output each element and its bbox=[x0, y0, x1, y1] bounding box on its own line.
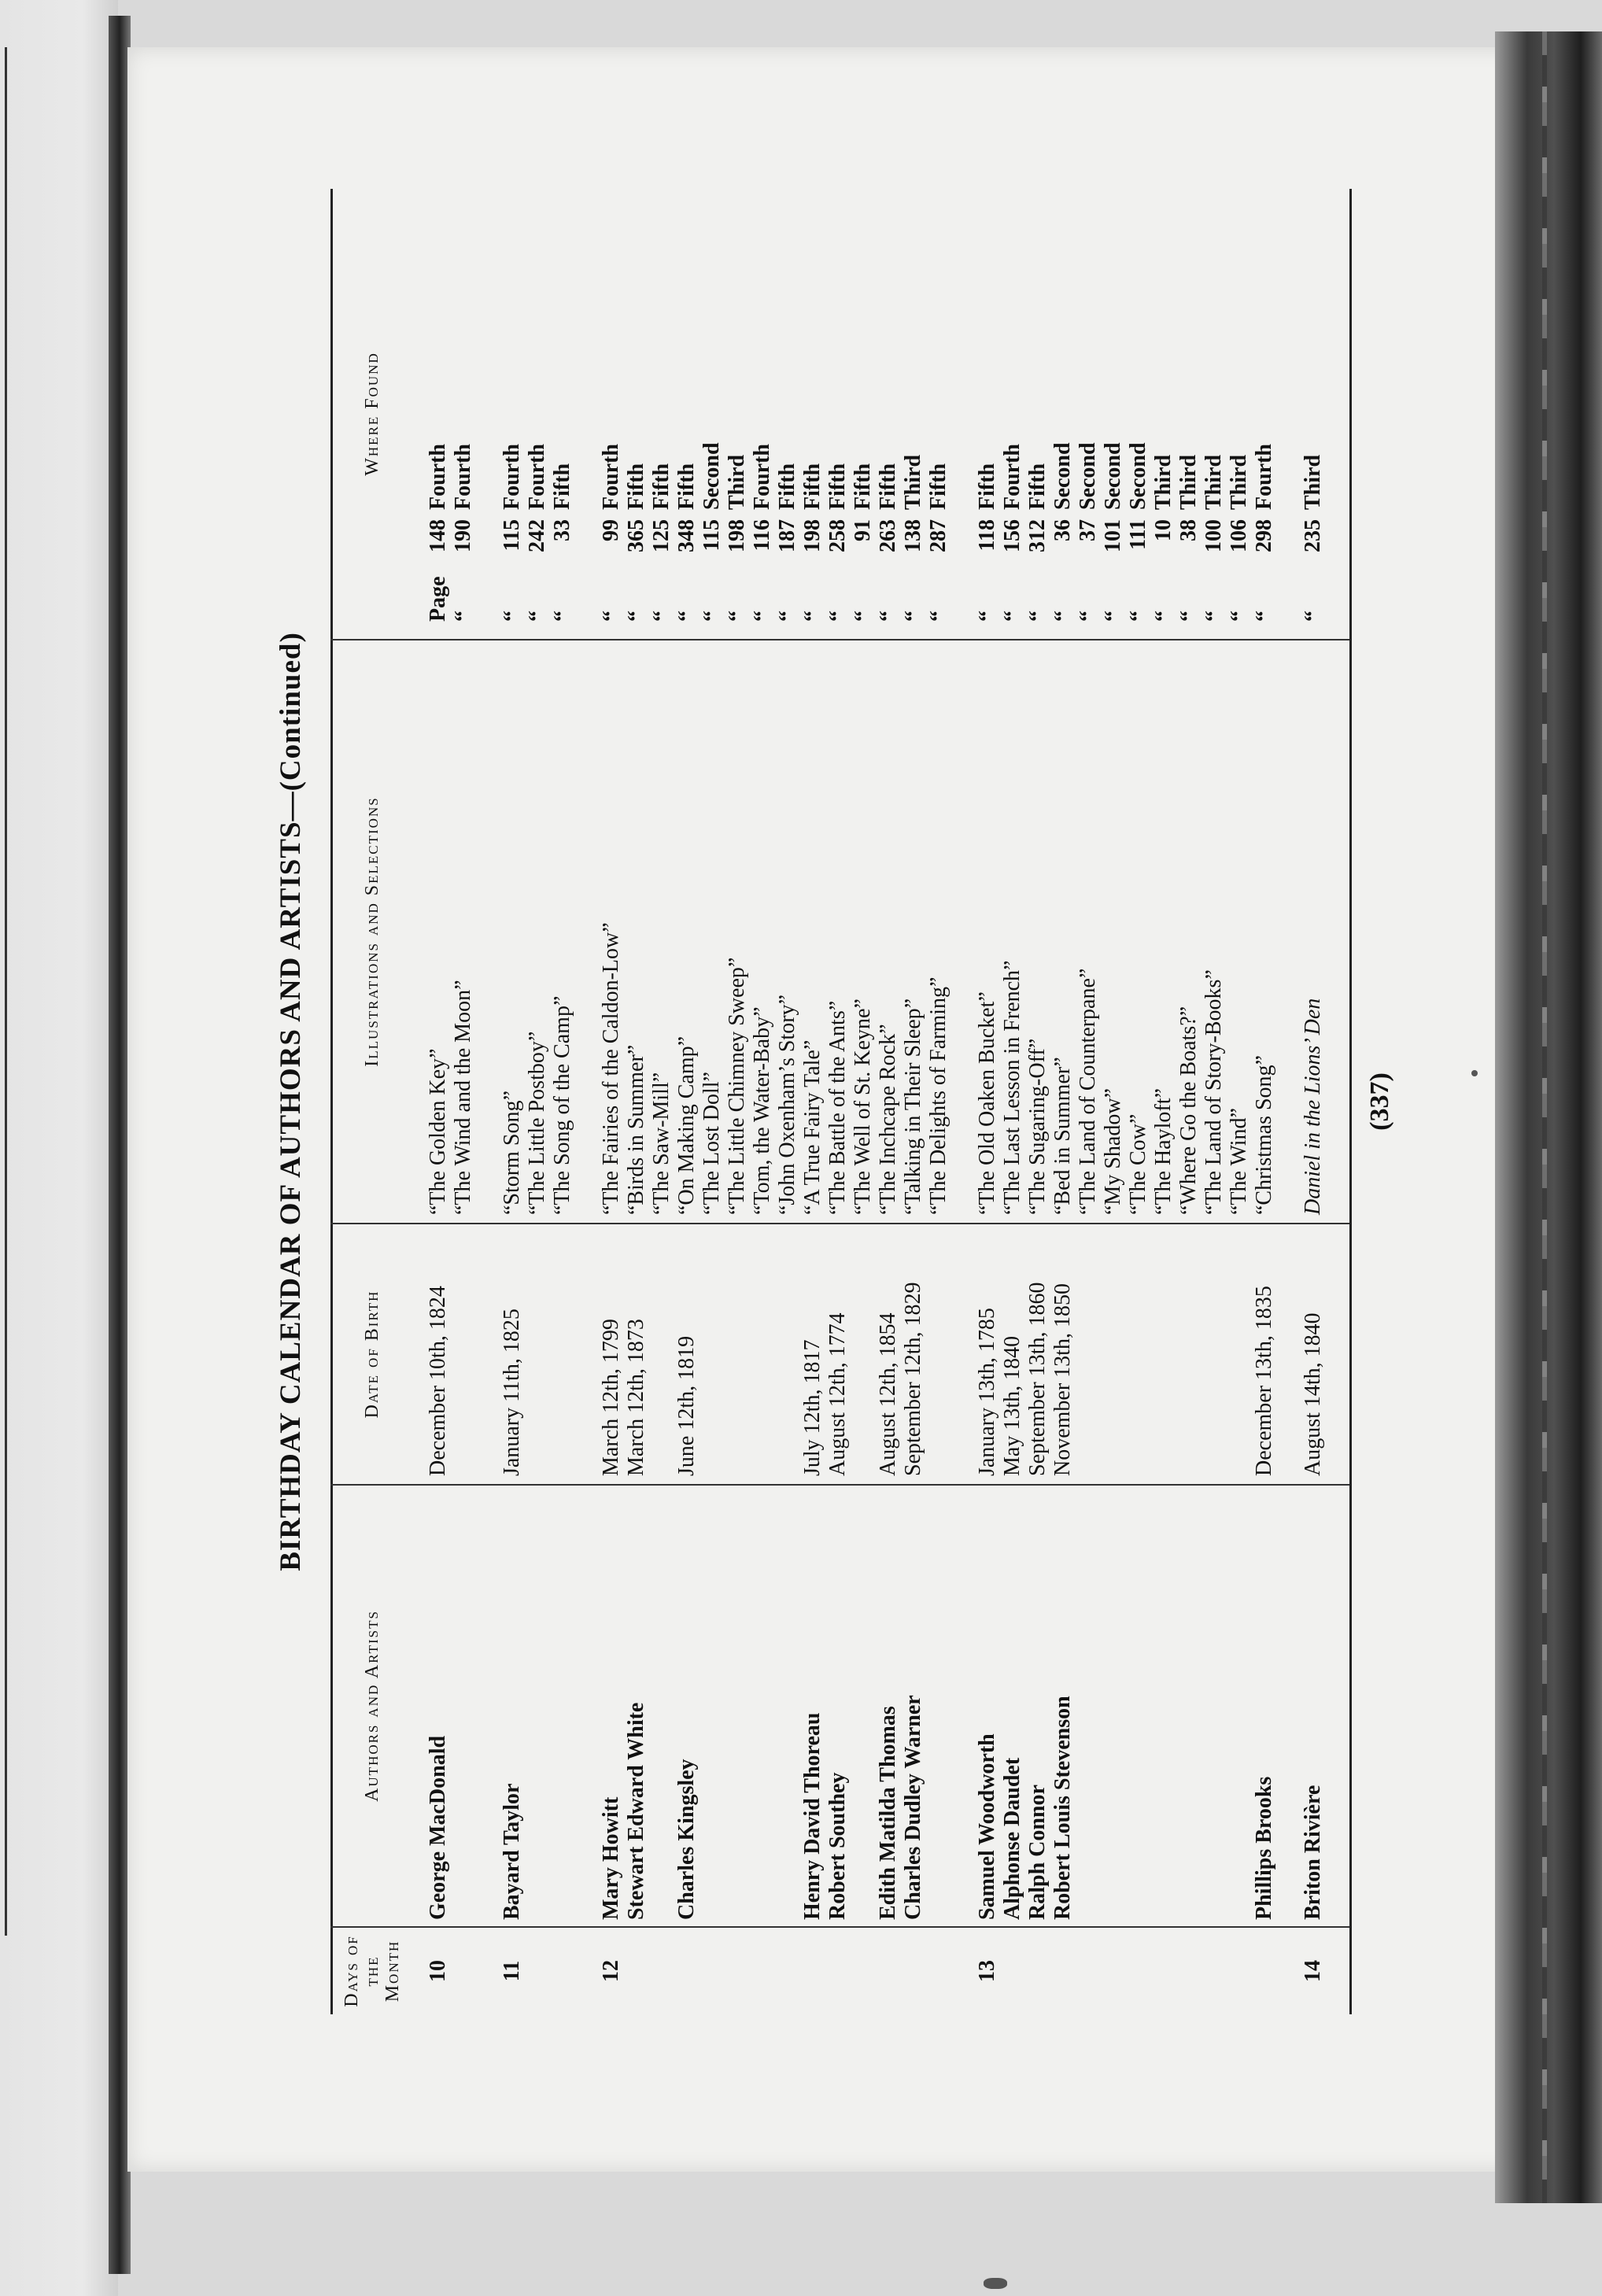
header-date: Date of Birth bbox=[362, 1290, 382, 1419]
page-ref-mark: “ bbox=[525, 611, 549, 622]
title-text: BIRTHDAY CALENDAR OF AUTHORS AND ARTISTS bbox=[275, 821, 307, 1571]
selection-title: “The Delights of Farming” bbox=[926, 976, 950, 1215]
reader-name: Fourth bbox=[750, 444, 774, 510]
page-ref-mark: “ bbox=[1227, 611, 1251, 622]
page-number-ref: 198 bbox=[800, 519, 825, 552]
selection-title: Daniel in the Lions’ Den bbox=[1301, 998, 1325, 1215]
author-name: Robert Southey bbox=[825, 1772, 850, 1920]
selection-title: “The Sugaring-Off” bbox=[1025, 1038, 1050, 1215]
page-ref-mark: “ bbox=[926, 611, 950, 622]
reader-name: Fifth bbox=[775, 463, 799, 510]
selection-title: “The Battle of the Ants” bbox=[825, 1000, 850, 1215]
page-number-ref: 99 bbox=[599, 519, 623, 541]
birth-date: September 12th, 1829 bbox=[901, 1282, 925, 1476]
reader-name: Second bbox=[1126, 442, 1150, 510]
page-ref-mark: “ bbox=[1301, 611, 1325, 622]
scan-speck bbox=[1471, 1070, 1478, 1076]
reader-name: Fourth bbox=[1000, 444, 1024, 510]
page-number-ref: 36 bbox=[1050, 519, 1075, 541]
page-ref-mark: “ bbox=[1000, 611, 1024, 622]
birth-date: August 12th, 1854 bbox=[876, 1312, 900, 1476]
selection-title: “The Little Chimney Sweep” bbox=[725, 957, 749, 1215]
page-ref-mark: “ bbox=[1126, 611, 1150, 622]
reader-name: Fifth bbox=[825, 463, 850, 510]
page-number-ref: 115 bbox=[699, 519, 724, 552]
selection-title: “The Lost Doll” bbox=[699, 1072, 724, 1215]
selection-title: “The Wind and the Moon” bbox=[451, 980, 475, 1215]
page-number-ref: 10 bbox=[1151, 519, 1176, 541]
reader-name: Fifth bbox=[674, 463, 699, 510]
page-ref-mark: “ bbox=[775, 611, 799, 622]
reader-name: Fifth bbox=[1025, 463, 1050, 510]
day-number: 10 bbox=[426, 1960, 450, 1982]
page-number-ref: 298 bbox=[1252, 519, 1276, 552]
reader-name: Third bbox=[725, 454, 749, 510]
selection-title: “The Song of the Camp” bbox=[550, 995, 574, 1215]
selection-title: “The Land of Counterpane” bbox=[1076, 968, 1100, 1215]
page-ref-mark: “ bbox=[451, 611, 475, 622]
page-number-ref: 365 bbox=[624, 519, 648, 552]
author-name: Charles Kingsley bbox=[674, 1759, 699, 1920]
selection-title: “The Fairies of the Caldon-Low” bbox=[599, 922, 623, 1215]
page-number-ref: 263 bbox=[876, 519, 900, 552]
author-name: Ralph Connor bbox=[1025, 1785, 1050, 1920]
birth-date: May 13th, 1840 bbox=[1000, 1335, 1024, 1476]
birth-date: March 12th, 1873 bbox=[624, 1319, 648, 1476]
selection-title: “Christmas Song” bbox=[1252, 1055, 1276, 1215]
page-ref-mark: “ bbox=[1252, 611, 1276, 622]
page-number-ref: 125 bbox=[649, 519, 674, 552]
page-number-ref: 33 bbox=[550, 519, 574, 541]
page-ref-mark: “ bbox=[699, 611, 724, 622]
reader-name: Fourth bbox=[599, 444, 623, 510]
author-name: Phillips Brooks bbox=[1252, 1776, 1276, 1920]
page-number-ref: 91 bbox=[851, 519, 875, 541]
author-name: Samuel Woodworth bbox=[975, 1733, 999, 1920]
birth-date: December 13th, 1835 bbox=[1252, 1286, 1276, 1476]
selection-title: “Bed in Summer” bbox=[1050, 1057, 1075, 1215]
column-divider bbox=[330, 1926, 1352, 1928]
page-number-ref: 138 bbox=[901, 519, 925, 552]
header-selections: Illustrations and Selections bbox=[362, 796, 382, 1067]
selection-title: “The Well of St. Keyne” bbox=[851, 999, 875, 1215]
author-name: Briton Rivière bbox=[1301, 1785, 1325, 1920]
selection-title: “The Wind” bbox=[1227, 1108, 1251, 1215]
page-number-ref: 101 bbox=[1101, 519, 1125, 552]
reader-name: Fifth bbox=[550, 463, 574, 510]
page-ref-mark: “ bbox=[825, 611, 850, 622]
author-name: Edith Matilda Thomas bbox=[876, 1706, 900, 1920]
reader-name: Third bbox=[1176, 454, 1201, 510]
reader-name: Fourth bbox=[451, 444, 475, 510]
reader-name: Second bbox=[699, 442, 724, 510]
selection-title: “On Making Camp” bbox=[674, 1035, 699, 1215]
page-ref-mark: Page bbox=[426, 576, 450, 622]
page-number-ref: 38 bbox=[1176, 519, 1201, 541]
page-ref-mark: “ bbox=[500, 611, 524, 622]
page-ref-mark: “ bbox=[1076, 611, 1100, 622]
rotated-table-frame bbox=[268, 189, 1408, 2014]
reader-name: Fourth bbox=[426, 444, 450, 510]
left-facing-page bbox=[0, 0, 118, 2296]
reader-name: Third bbox=[1151, 454, 1176, 510]
page-ref-mark: “ bbox=[624, 611, 648, 622]
page-number-ref: 111 bbox=[1126, 519, 1150, 550]
reader-name: Second bbox=[1076, 442, 1100, 510]
column-divider bbox=[330, 1484, 1352, 1486]
page-ref-mark: “ bbox=[901, 611, 925, 622]
reader-name: Fifth bbox=[800, 463, 825, 510]
table-bottom-rule bbox=[1349, 189, 1352, 2014]
selection-title: “Where Go the Boats?” bbox=[1176, 1006, 1201, 1215]
birth-date: December 10th, 1824 bbox=[426, 1286, 450, 1476]
birth-date: November 13th, 1850 bbox=[1050, 1283, 1075, 1476]
page-ref-mark: “ bbox=[649, 611, 674, 622]
reader-name: Fifth bbox=[649, 463, 674, 510]
selection-title: “The Hayloft” bbox=[1151, 1088, 1176, 1215]
page-title bbox=[268, 189, 330, 2014]
page-ref-mark: “ bbox=[1202, 611, 1226, 622]
page-ref-mark: “ bbox=[599, 611, 623, 622]
reader-name: Third bbox=[1227, 454, 1251, 510]
author-name: Henry David Thoreau bbox=[800, 1712, 825, 1920]
page-ref-mark: “ bbox=[1025, 611, 1050, 622]
selection-title: “The Saw-Mill” bbox=[649, 1072, 674, 1215]
selection-title: “The Little Postboy” bbox=[525, 1031, 549, 1215]
birth-date: September 13th, 1860 bbox=[1025, 1282, 1050, 1476]
birth-date: August 12th, 1774 bbox=[825, 1312, 850, 1476]
page-number-ref: 190 bbox=[451, 519, 475, 552]
day-number: 11 bbox=[500, 1960, 524, 1982]
author-name: Bayard Taylor bbox=[500, 1783, 524, 1920]
page-number-ref: 116 bbox=[750, 519, 774, 552]
birth-date: March 12th, 1799 bbox=[599, 1319, 623, 1476]
page-number-ref: 235 bbox=[1301, 519, 1325, 552]
selection-title: “John Oxenham’s Story” bbox=[775, 995, 799, 1215]
reader-name: Fifth bbox=[876, 463, 900, 510]
left-page-edge-line bbox=[5, 47, 7, 1936]
page-number-ref: 106 bbox=[1227, 519, 1251, 552]
page-number-ref: 348 bbox=[674, 519, 699, 552]
page-ref-mark: “ bbox=[750, 611, 774, 622]
page-number: (337) bbox=[1365, 1072, 1394, 1131]
selection-title: “A True Fairy Tale” bbox=[800, 1039, 825, 1215]
column-divider bbox=[330, 1223, 1352, 1224]
page-number-ref: 287 bbox=[926, 519, 950, 552]
reader-name: Second bbox=[1101, 442, 1125, 510]
page-number-ref: 118 bbox=[975, 519, 999, 552]
reader-name: Fifth bbox=[624, 463, 648, 510]
page-ref-mark: “ bbox=[1151, 611, 1176, 622]
selection-title: “Talking in Their Sleep” bbox=[901, 998, 925, 1215]
page-ref-mark: “ bbox=[1176, 611, 1201, 622]
birth-date: July 12th, 1817 bbox=[800, 1339, 825, 1476]
page-ref-mark: “ bbox=[550, 611, 574, 622]
page-number-ref: 115 bbox=[500, 519, 524, 552]
selection-title: “My Shadow” bbox=[1101, 1088, 1125, 1215]
author-name: Mary Howitt bbox=[599, 1796, 623, 1920]
birth-date: August 14th, 1840 bbox=[1301, 1312, 1325, 1476]
reader-name: Third bbox=[1301, 454, 1325, 510]
page-ref-mark: “ bbox=[674, 611, 699, 622]
birth-date: June 12th, 1819 bbox=[674, 1335, 699, 1476]
page-ref-mark: “ bbox=[725, 611, 749, 622]
book-binding-edge bbox=[1495, 31, 1602, 2203]
selection-title: “The Last Lesson in French” bbox=[1000, 960, 1024, 1215]
column-divider bbox=[330, 639, 1352, 640]
page-number-ref: 198 bbox=[725, 519, 749, 552]
author-name: Robert Louis Stevenson bbox=[1050, 1696, 1075, 1920]
author-name: Alphonse Daudet bbox=[1000, 1757, 1024, 1920]
scan-mark bbox=[984, 2278, 1007, 2289]
selection-title: “The Old Oaken Bucket” bbox=[975, 991, 999, 1215]
author-name: Charles Dudley Warner bbox=[901, 1695, 925, 1920]
page-number-ref: 156 bbox=[1000, 519, 1024, 552]
header-days: Days of the Month bbox=[341, 1935, 403, 2007]
selection-title: “The Cow” bbox=[1126, 1113, 1150, 1215]
author-name: Stewart Edward White bbox=[624, 1702, 648, 1920]
page-ref-mark: “ bbox=[1050, 611, 1075, 622]
day-number: 12 bbox=[599, 1960, 623, 1982]
page-number-ref: 37 bbox=[1076, 519, 1100, 541]
reader-name: Fourth bbox=[1252, 444, 1276, 510]
reader-name: Second bbox=[1050, 442, 1075, 510]
reader-name: Fourth bbox=[525, 444, 549, 510]
page-number-ref: 258 bbox=[825, 519, 850, 552]
page-ref-mark: “ bbox=[800, 611, 825, 622]
page-number-ref: 100 bbox=[1202, 519, 1226, 552]
reader-name: Fifth bbox=[926, 463, 950, 510]
header-authors: Authors and Artists bbox=[362, 1610, 382, 1802]
reader-name: Third bbox=[1202, 454, 1226, 510]
page-number-ref: 148 bbox=[426, 519, 450, 552]
selection-title: “Tom, the Water-Baby” bbox=[750, 1006, 774, 1215]
birth-date: January 11th, 1825 bbox=[500, 1309, 524, 1476]
day-number: 14 bbox=[1301, 1960, 1325, 1982]
author-name: George MacDonald bbox=[426, 1735, 450, 1920]
page-ref-mark: “ bbox=[876, 611, 900, 622]
reader-name: Fifth bbox=[851, 463, 875, 510]
selection-title: “The Golden Key” bbox=[426, 1048, 450, 1215]
reader-name: Fourth bbox=[500, 444, 524, 510]
binding-texture bbox=[1542, 31, 1547, 2203]
header-where: Where Found bbox=[362, 352, 382, 476]
selection-title: “Birds in Summer” bbox=[624, 1044, 648, 1215]
selection-title: “Storm Song” bbox=[500, 1091, 524, 1215]
title-continued: —(Continued) bbox=[275, 632, 307, 821]
selection-title: “The Inchcape Rock” bbox=[876, 1024, 900, 1215]
page-ref-mark: “ bbox=[975, 611, 999, 622]
page-ref-mark: “ bbox=[851, 611, 875, 622]
day-number: 13 bbox=[975, 1960, 999, 1982]
birth-date: January 13th, 1785 bbox=[975, 1308, 999, 1476]
page-number-ref: 242 bbox=[525, 519, 549, 552]
page-ref-mark: “ bbox=[1101, 611, 1125, 622]
page-number-ref: 312 bbox=[1025, 519, 1050, 552]
selection-title: “The Land of Story-Books” bbox=[1202, 969, 1226, 1215]
reader-name: Fifth bbox=[975, 463, 999, 510]
page-number-ref: 187 bbox=[775, 519, 799, 552]
reader-name: Third bbox=[901, 454, 925, 510]
table-header bbox=[333, 189, 412, 2014]
